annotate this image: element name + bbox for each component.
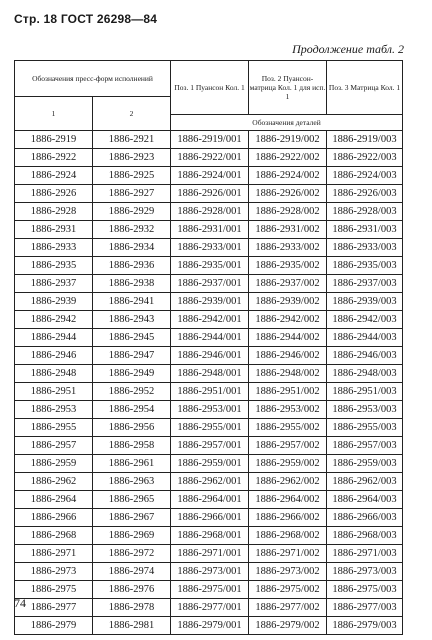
- table-cell: 1886-2979/003: [327, 617, 403, 635]
- table-cell: 1886-2949: [93, 365, 171, 383]
- table-cell: 1886-2931: [15, 221, 93, 239]
- table-cell: 1886-2923: [93, 149, 171, 167]
- table-cell: 1886-2951/003: [327, 383, 403, 401]
- table-cell: 1886-2957/001: [171, 437, 249, 455]
- table-cell: 1886-2944/003: [327, 329, 403, 347]
- table-cell: 1886-2944/001: [171, 329, 249, 347]
- table-cell: 1886-2926/001: [171, 185, 249, 203]
- table-cell: 1886-2953/001: [171, 401, 249, 419]
- table-row: [15, 491, 403, 509]
- table-cell: 1886-2977/001: [171, 599, 249, 617]
- table-cell: 1886-2919/001: [171, 131, 249, 149]
- table-cell: 1886-2978: [93, 599, 171, 617]
- table-cell: 1886-2962/003: [327, 473, 403, 491]
- table-row: [15, 167, 403, 185]
- table-cell: 1886-2981: [93, 617, 171, 635]
- table-cell: 1886-2962: [15, 473, 93, 491]
- table-cell: 1886-2941: [93, 293, 171, 311]
- table-cell: 1886-2937/002: [249, 275, 327, 293]
- table-cell: 1886-2961: [93, 455, 171, 473]
- table-cell: 1886-2976: [93, 581, 171, 599]
- table-cell: 1886-2957/002: [249, 437, 327, 455]
- table-cell: 1886-2959/001: [171, 455, 249, 473]
- table-cell: 1886-2938: [93, 275, 171, 293]
- page-header: Стр. 18 ГОСТ 26298—84: [14, 12, 158, 26]
- table-row: [15, 419, 403, 437]
- table-cell: 1886-2932: [93, 221, 171, 239]
- table-cell: 1886-2942/003: [327, 311, 403, 329]
- table-cell: 1886-2944/002: [249, 329, 327, 347]
- table-cell: 1886-2945: [93, 329, 171, 347]
- table-cell: 1886-2946: [15, 347, 93, 365]
- page-number: 74: [14, 596, 26, 610]
- table-cell: 1886-2968/003: [327, 527, 403, 545]
- table-row: [15, 545, 403, 563]
- table-cell: 1886-2933/001: [171, 239, 249, 257]
- table-cell: 1886-2955: [15, 419, 93, 437]
- table-cell: 1886-2925: [93, 167, 171, 185]
- header-pos2-punch-die: Поз. 2 Пуансон-матрица Кол. 1 для исп. 1: [249, 61, 327, 115]
- table-cell: 1886-2979: [15, 617, 93, 635]
- table-cell: 1886-2966/001: [171, 509, 249, 527]
- table-cell: 1886-2959/003: [327, 455, 403, 473]
- table-cell: 1886-2971/002: [249, 545, 327, 563]
- table-cell: 1886-2926: [15, 185, 93, 203]
- table-cell: 1886-2957: [15, 437, 93, 455]
- table-row: [15, 275, 403, 293]
- table-cell: 1886-2973/003: [327, 563, 403, 581]
- table-cell: 1886-2935: [15, 257, 93, 275]
- table-cell: 1886-2967: [93, 509, 171, 527]
- table-cell: 1886-2948/001: [171, 365, 249, 383]
- table-row: [15, 509, 403, 527]
- table-cell: 1886-2952: [93, 383, 171, 401]
- table-cell: 1886-2927: [93, 185, 171, 203]
- table-cell: 1886-2966/002: [249, 509, 327, 527]
- table-cell: 1886-2979/001: [171, 617, 249, 635]
- table-row: [15, 599, 403, 617]
- table-row: [15, 203, 403, 221]
- table-cell: 1886-2971/003: [327, 545, 403, 563]
- table-cell: 1886-2973: [15, 563, 93, 581]
- table-cell: 1886-2975/003: [327, 581, 403, 599]
- table-cell: 1886-2977/003: [327, 599, 403, 617]
- table-cell: 1886-2926/003: [327, 185, 403, 203]
- table-cell: 1886-2931/003: [327, 221, 403, 239]
- table-row: [15, 347, 403, 365]
- table-cell: 1886-2942/002: [249, 311, 327, 329]
- table-cell: 1886-2946/002: [249, 347, 327, 365]
- table-row: [15, 365, 403, 383]
- table-cell: 1886-2924/003: [327, 167, 403, 185]
- table-cell: 1886-2953: [15, 401, 93, 419]
- table-cell: 1886-2928/002: [249, 203, 327, 221]
- table-cell: 1886-2975/002: [249, 581, 327, 599]
- table-cell: 1886-2951/001: [171, 383, 249, 401]
- table-cell: 1886-2922: [15, 149, 93, 167]
- table-row: [15, 185, 403, 203]
- header-col-1: 1: [15, 97, 93, 131]
- table-cell: 1886-2928/001: [171, 203, 249, 221]
- table-cell: 1886-2933/002: [249, 239, 327, 257]
- table-cell: 1886-2953/002: [249, 401, 327, 419]
- table-cell: 1886-2935/001: [171, 257, 249, 275]
- header-pos1-punch: Поз. 1 Пуансон Кол. 1: [171, 61, 249, 115]
- table-row: [15, 617, 403, 635]
- table-cell: 1886-2937: [15, 275, 93, 293]
- table-cell: 1886-2965: [93, 491, 171, 509]
- table-cell: 1886-2922/003: [327, 149, 403, 167]
- table-cell: 1886-2928/003: [327, 203, 403, 221]
- table-cell: 1886-2964: [15, 491, 93, 509]
- table-cell: 1886-2975: [15, 581, 93, 599]
- table-cell: 1886-2974: [93, 563, 171, 581]
- table-cell: 1886-2964/001: [171, 491, 249, 509]
- table-cell: 1886-2948: [15, 365, 93, 383]
- table-cell: 1886-2946/003: [327, 347, 403, 365]
- table-cell: 1886-2973/001: [171, 563, 249, 581]
- table-cell: 1886-2979/002: [249, 617, 327, 635]
- table-cell: 1886-2959/002: [249, 455, 327, 473]
- table-cell: 1886-2972: [93, 545, 171, 563]
- table-row: [15, 401, 403, 419]
- table-cell: 1886-2955/002: [249, 419, 327, 437]
- table-cell: 1886-2951: [15, 383, 93, 401]
- table-row: [15, 383, 403, 401]
- table-cell: 1886-2964/003: [327, 491, 403, 509]
- table-cell: 1886-2937/003: [327, 275, 403, 293]
- table-cell: 1886-2971/001: [171, 545, 249, 563]
- table-cell: 1886-2933: [15, 239, 93, 257]
- spec-table: [14, 60, 403, 635]
- table-cell: 1886-2947: [93, 347, 171, 365]
- table-row: [15, 221, 403, 239]
- table-cell: 1886-2931/002: [249, 221, 327, 239]
- table-cell: 1886-2937/001: [171, 275, 249, 293]
- table-row: [15, 311, 403, 329]
- table-cell: 1886-2955/003: [327, 419, 403, 437]
- header-pos3-die: Поз. 3 Матрица Кол. 1: [327, 61, 403, 115]
- table-row: [15, 257, 403, 275]
- table-cell: 1886-2973/002: [249, 563, 327, 581]
- table-cell: 1886-2939/002: [249, 293, 327, 311]
- table-cell: 1886-2933/003: [327, 239, 403, 257]
- table-cell: 1886-2926/002: [249, 185, 327, 203]
- table-cell: 1886-2921: [93, 131, 171, 149]
- table-row: [15, 239, 403, 257]
- table-row: [15, 581, 403, 599]
- table-cell: 1886-2964/002: [249, 491, 327, 509]
- table-cell: 1886-2939/003: [327, 293, 403, 311]
- table-cell: 1886-2966: [15, 509, 93, 527]
- table-cell: 1886-2962/002: [249, 473, 327, 491]
- table-cell: 1886-2957/003: [327, 437, 403, 455]
- table-row: [15, 437, 403, 455]
- table-cell: 1886-2944: [15, 329, 93, 347]
- table-row: [15, 329, 403, 347]
- table-row: [15, 455, 403, 473]
- table-cell: 1886-2935/003: [327, 257, 403, 275]
- table-row: [15, 293, 403, 311]
- table-cell: 1886-2954: [93, 401, 171, 419]
- table-cell: 1886-2942: [15, 311, 93, 329]
- table-cell: 1886-2948/003: [327, 365, 403, 383]
- table-cell: 1886-2946/001: [171, 347, 249, 365]
- table-row: [15, 563, 403, 581]
- header-col-2: 2: [93, 97, 171, 131]
- header-mold-designations: Обозначения пресс-форм исполнений: [15, 61, 171, 97]
- table-cell: 1886-2924/002: [249, 167, 327, 185]
- table-cell: 1886-2977/002: [249, 599, 327, 617]
- table-cell: 1886-2975/001: [171, 581, 249, 599]
- table-cell: 1886-2935/002: [249, 257, 327, 275]
- table-continuation-label: Продолжение табл. 2: [292, 42, 404, 56]
- table-row: [15, 473, 403, 491]
- table-cell: 1886-2971: [15, 545, 93, 563]
- table-cell: 1886-2968/002: [249, 527, 327, 545]
- table-cell: 1886-2959: [15, 455, 93, 473]
- table-cell: 1886-2968: [15, 527, 93, 545]
- table-cell: 1886-2919/003: [327, 131, 403, 149]
- table-cell: 1886-2939/001: [171, 293, 249, 311]
- table-cell: 1886-2958: [93, 437, 171, 455]
- table-cell: 1886-2922/001: [171, 149, 249, 167]
- table-cell: 1886-2955/001: [171, 419, 249, 437]
- table-cell: 1886-2931/001: [171, 221, 249, 239]
- table-cell: 1886-2929: [93, 203, 171, 221]
- table-row: [15, 527, 403, 545]
- table-cell: 1886-2966/003: [327, 509, 403, 527]
- table-body: [15, 131, 403, 635]
- table-cell: 1886-2956: [93, 419, 171, 437]
- table-cell: 1886-2922/002: [249, 149, 327, 167]
- table-cell: 1886-2977: [15, 599, 93, 617]
- table-cell: 1886-2939: [15, 293, 93, 311]
- table-cell: 1886-2919: [15, 131, 93, 149]
- table-cell: 1886-2928: [15, 203, 93, 221]
- table-row: [15, 149, 403, 167]
- table-cell: 1886-2962/001: [171, 473, 249, 491]
- header-part-designations: Обозначения деталей: [171, 115, 403, 131]
- table-row: [15, 131, 403, 149]
- table-cell: 1886-2968/001: [171, 527, 249, 545]
- table-cell: 1886-2924/001: [171, 167, 249, 185]
- table-cell: 1886-2953/003: [327, 401, 403, 419]
- table-cell: 1886-2948/002: [249, 365, 327, 383]
- table-cell: 1886-2963: [93, 473, 171, 491]
- table-cell: 1886-2969: [93, 527, 171, 545]
- table-cell: 1886-2942/001: [171, 311, 249, 329]
- table-cell: 1886-2934: [93, 239, 171, 257]
- table-cell: 1886-2924: [15, 167, 93, 185]
- table-cell: 1886-2936: [93, 257, 171, 275]
- table-cell: 1886-2919/002: [249, 131, 327, 149]
- table-cell: 1886-2951/002: [249, 383, 327, 401]
- table-cell: 1886-2943: [93, 311, 171, 329]
